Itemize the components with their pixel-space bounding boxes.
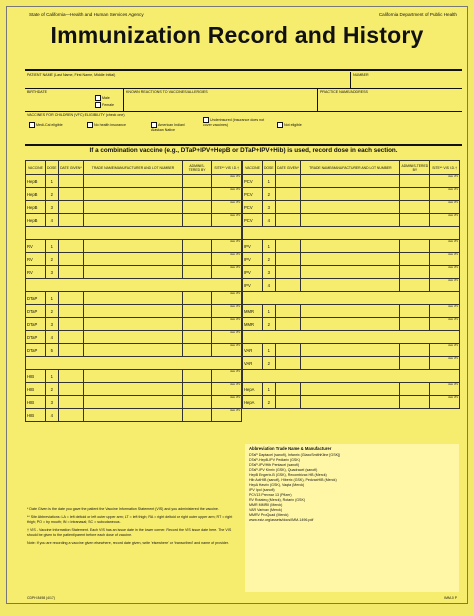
trade-name-cell[interactable] xyxy=(84,188,182,201)
site-vis-cell[interactable]: date VIS xyxy=(430,383,460,396)
trade-name-cell[interactable] xyxy=(301,188,400,201)
date-given-cell[interactable] xyxy=(58,331,84,344)
group-gap xyxy=(26,279,242,292)
administered-by-cell[interactable] xyxy=(182,318,212,331)
vaccine-name: PCV xyxy=(243,188,263,201)
abbreviation-box xyxy=(245,444,459,592)
trade-name-cell[interactable] xyxy=(84,396,182,409)
trade-name-cell[interactable] xyxy=(301,240,400,253)
practice-cell[interactable] xyxy=(317,89,464,111)
administered-by-cell[interactable] xyxy=(182,292,212,305)
administered-by-cell[interactable] xyxy=(182,396,212,409)
administered-by-cell[interactable] xyxy=(182,253,212,266)
birthdate-label: BIRTHDATE xyxy=(27,90,48,94)
column-header-vaccine: VACCINE xyxy=(26,161,46,175)
site-vis-cell[interactable]: date VIS xyxy=(430,344,460,357)
date-given-cell[interactable] xyxy=(58,175,84,188)
site-vis-cell[interactable]: date VIS xyxy=(430,214,460,227)
site-vis-cell[interactable]: date VIS xyxy=(212,188,242,201)
date-given-cell[interactable] xyxy=(58,305,84,318)
dose-number: 1 xyxy=(262,344,275,357)
patient-name-label: PATIENT NAME (Last Name, First Name, Middle Initial) xyxy=(27,73,116,77)
agency-header xyxy=(7,7,467,17)
dose-number: 4 xyxy=(45,214,58,227)
vfc-option-not-eligible[interactable]: Not eligible xyxy=(277,122,317,128)
site-vis-cell[interactable]: date VIS xyxy=(430,175,460,188)
abbreviation-item: IPV Ipol (sanofi) xyxy=(249,488,275,492)
date-given-cell[interactable] xyxy=(275,383,301,396)
column-header-admin: ADMINIS-TERED BY xyxy=(182,161,212,175)
vaccine-name: VAR xyxy=(243,344,263,357)
column-header-trade: TRADE NAME/MANUFACTURER AND LOT NUMBER xyxy=(301,161,400,175)
abbreviation-item: HepB Engerix-B (GSK), Recombivax HB (Merck) xyxy=(249,473,327,477)
dose-number: 3 xyxy=(45,266,58,279)
vaccine-name: VAR xyxy=(243,357,263,370)
dose-number: 3 xyxy=(45,318,58,331)
dose-number: 1 xyxy=(45,292,58,305)
vaccine-name: HepB xyxy=(26,175,46,188)
vaccine-name: IPV xyxy=(243,240,263,253)
administered-by-cell[interactable] xyxy=(182,175,212,188)
trade-name-cell[interactable] xyxy=(84,175,182,188)
column-header-site: SITE** VIS I.D.† xyxy=(430,161,460,175)
dose-number: 2 xyxy=(45,383,58,396)
immunization-form xyxy=(6,6,468,604)
patient-name-row xyxy=(25,72,462,89)
dose-number: 4 xyxy=(45,409,58,422)
trade-name-cell[interactable] xyxy=(84,305,182,318)
column-header-dose: DOSE xyxy=(262,161,275,175)
site-vis-cell[interactable]: date VIS xyxy=(430,279,460,292)
dose-number: 1 xyxy=(262,175,275,188)
abbreviation-item: DTaP-IPV/Hib Pentacel (sanofi) xyxy=(249,463,300,467)
dose-number: 1 xyxy=(45,240,58,253)
dose-number: 3 xyxy=(262,266,275,279)
date-given-cell[interactable] xyxy=(275,266,301,279)
date-given-cell[interactable] xyxy=(275,188,301,201)
vaccine-name: MMR xyxy=(243,305,263,318)
abbreviation-item: DTaP Daptacel (sanofi), Infanrix (GlaxoSmithKline [GSK]) xyxy=(249,453,341,457)
vaccine-name: HepA xyxy=(243,396,263,409)
vfc-option-native[interactable]: American Indian/ Alaskan Native xyxy=(151,122,185,132)
trade-name-cell[interactable] xyxy=(301,175,400,188)
dose-number: 2 xyxy=(45,253,58,266)
group-gap xyxy=(26,357,242,370)
abbreviation-item: VAR Varivax (Merck) xyxy=(249,508,283,512)
date-given-cell[interactable] xyxy=(58,396,84,409)
date-given-cell[interactable] xyxy=(275,318,301,331)
column-header-admin: ADMINIS-TERED BY xyxy=(400,161,430,175)
administered-by-cell[interactable] xyxy=(400,305,430,318)
administered-by-cell[interactable] xyxy=(182,409,212,422)
trade-name-cell[interactable] xyxy=(301,305,400,318)
date-given-cell[interactable] xyxy=(275,201,301,214)
administered-by-cell[interactable] xyxy=(400,214,430,227)
trade-name-cell[interactable] xyxy=(84,253,182,266)
gap-cell xyxy=(26,357,242,370)
trade-name-cell[interactable] xyxy=(84,214,182,227)
vaccine-name: RV xyxy=(26,253,46,266)
table-row xyxy=(26,370,242,383)
date-given-cell[interactable] xyxy=(275,240,301,253)
table-row xyxy=(243,188,460,201)
site-vis-cell[interactable]: date VIS xyxy=(212,175,242,188)
site-vis-cell[interactable]: date VIS xyxy=(430,266,460,279)
abbreviation-list xyxy=(249,453,455,523)
dose-number: 2 xyxy=(262,318,275,331)
vaccine-name: HepA xyxy=(243,383,263,396)
table-header-row xyxy=(26,161,242,175)
number-label: NUMBER xyxy=(353,73,369,77)
table-row xyxy=(243,318,460,331)
site-vis-cell[interactable]: date VIS xyxy=(430,305,460,318)
vfc-option-no-insurance[interactable]: No health insurance xyxy=(87,122,137,128)
site-vis-cell[interactable]: date VIS xyxy=(212,201,242,214)
date-given-cell[interactable] xyxy=(58,253,84,266)
date-given-cell[interactable] xyxy=(275,357,301,370)
table-row xyxy=(243,266,460,279)
administered-by-cell[interactable] xyxy=(182,370,212,383)
right-vaccine-table xyxy=(242,160,460,409)
date-given-cell[interactable] xyxy=(58,370,84,383)
form-title: Immunization Record and History xyxy=(50,22,424,48)
trade-name-cell[interactable] xyxy=(301,357,400,370)
table-row xyxy=(26,344,242,357)
vfc-checkbox[interactable] xyxy=(277,122,283,128)
vaccine-name: RV xyxy=(26,266,46,279)
table-row xyxy=(26,214,242,227)
table-row xyxy=(26,292,242,305)
trade-name-cell[interactable] xyxy=(84,292,182,305)
table-row xyxy=(243,305,460,318)
date-given-cell[interactable] xyxy=(58,383,84,396)
trade-name-cell[interactable] xyxy=(84,318,182,331)
trade-name-cell[interactable] xyxy=(301,318,400,331)
title-divider xyxy=(25,69,462,71)
site-vis-cell[interactable]: date VIS xyxy=(212,370,242,383)
dose-number: 2 xyxy=(262,253,275,266)
trade-name-cell[interactable] xyxy=(84,344,182,357)
table-row xyxy=(26,305,242,318)
site-vis-cell[interactable]: date VIS xyxy=(212,292,242,305)
column-header-site: SITE** VIS I.D.† xyxy=(212,161,242,175)
dose-number: 4 xyxy=(45,331,58,344)
administered-by-cell[interactable] xyxy=(400,188,430,201)
abbreviation-title: Abbreviation Trade Name & Manufacturer xyxy=(249,446,332,451)
vaccine-name: DTaP xyxy=(26,344,46,357)
table-row xyxy=(26,253,242,266)
administered-by-cell[interactable] xyxy=(182,240,212,253)
trade-name-cell[interactable] xyxy=(301,396,400,409)
table-row xyxy=(243,383,460,396)
table-row xyxy=(243,240,460,253)
table-row xyxy=(26,318,242,331)
abbreviation-item: RV Rotateq (Merck), Rotarix (GSK) xyxy=(249,498,306,502)
administered-by-cell[interactable] xyxy=(182,214,212,227)
dose-number: 1 xyxy=(262,305,275,318)
vaccine-name: IPV xyxy=(243,266,263,279)
dose-number: 1 xyxy=(262,240,275,253)
table-row xyxy=(243,344,460,357)
dose-number: 4 xyxy=(262,279,275,292)
table-row xyxy=(243,357,460,370)
trade-name-cell[interactable] xyxy=(84,383,182,396)
date-given-cell[interactable] xyxy=(58,266,84,279)
trade-name-cell[interactable] xyxy=(84,370,182,383)
abbreviation-item: DTaP-HepB-IPV Pediarix (GSK) xyxy=(249,458,300,462)
vaccine-name: HIB xyxy=(26,396,46,409)
abbreviation-item: HepA Havrix (GSK), Vaqta (Merck) xyxy=(249,483,305,487)
trade-name-cell[interactable] xyxy=(301,253,400,266)
site-vis-cell[interactable]: date VIS xyxy=(430,188,460,201)
vaccine-name: DTaP xyxy=(26,318,46,331)
page-footer xyxy=(27,596,457,600)
site-vis-cell[interactable]: date VIS xyxy=(212,240,242,253)
vaccine-name: PCV xyxy=(243,214,263,227)
form-code: IMM-0 P xyxy=(444,596,457,600)
vaccine-name: DTaP xyxy=(26,305,46,318)
number-cell xyxy=(350,72,464,88)
vaccine-name: HIB xyxy=(26,383,46,396)
administered-by-cell[interactable] xyxy=(400,396,430,409)
vaccine-name: HepB xyxy=(26,214,46,227)
column-header-trade: TRADE NAME/MANUFACTURER AND LOT NUMBER xyxy=(84,161,182,175)
date-given-cell[interactable] xyxy=(275,214,301,227)
dose-number: 1 xyxy=(262,383,275,396)
dose-number: 2 xyxy=(45,305,58,318)
vfc-divider xyxy=(25,144,462,146)
group-gap xyxy=(26,227,242,240)
group-gap xyxy=(243,292,460,305)
vfc-row xyxy=(25,112,462,140)
administered-by-cell[interactable] xyxy=(182,344,212,357)
date-given-cell[interactable] xyxy=(58,318,84,331)
footnote: * Date Given is the date you gave the patient the Vaccine Information Statement (VIS) and you administered the vaccine. xyxy=(27,507,219,511)
site-vis-cell[interactable]: date VIS xyxy=(212,253,242,266)
table-row xyxy=(243,279,460,292)
trade-name-cell[interactable] xyxy=(84,266,182,279)
site-vis-cell[interactable]: date VIS xyxy=(212,396,242,409)
column-header-date: DATE GIVEN* xyxy=(275,161,301,175)
abbreviation-item: Hib ActHIB (sanofi), Hiberix (GSK), PedvaxHIB (Merck) xyxy=(249,478,337,482)
table-row xyxy=(26,201,242,214)
abbreviation-item: DTaP-IPV Kinrix (GSK), Quadracel (sanofi) xyxy=(249,468,318,472)
trade-name-cell[interactable] xyxy=(301,214,400,227)
agency-left: State of California—Health and Human Services Agency xyxy=(29,12,144,17)
site-vis-cell[interactable]: date VIS xyxy=(430,357,460,370)
administered-by-cell[interactable] xyxy=(400,383,430,396)
administered-by-cell[interactable] xyxy=(182,201,212,214)
vaccine-name: HepB xyxy=(26,201,46,214)
date-given-cell[interactable] xyxy=(58,188,84,201)
table-row xyxy=(26,383,242,396)
table-row xyxy=(26,409,242,422)
table-row xyxy=(243,175,460,188)
table-row xyxy=(243,214,460,227)
dose-number: 1 xyxy=(45,175,58,188)
gap-cell xyxy=(26,227,242,240)
site-vis-cell[interactable]: date VIS xyxy=(212,344,242,357)
number-input[interactable] xyxy=(353,77,466,87)
group-gap xyxy=(243,331,460,344)
vaccine-name: DTaP xyxy=(26,331,46,344)
date-given-cell[interactable] xyxy=(275,279,301,292)
date-given-cell[interactable] xyxy=(275,175,301,188)
date-given-cell[interactable] xyxy=(275,253,301,266)
vaccine-name: MMR xyxy=(243,318,263,331)
date-given-cell[interactable] xyxy=(275,344,301,357)
table-row xyxy=(26,266,242,279)
site-vis-cell[interactable]: date VIS xyxy=(212,214,242,227)
administered-by-cell[interactable] xyxy=(182,331,212,344)
table-row xyxy=(26,331,242,344)
administered-by-cell[interactable] xyxy=(400,175,430,188)
administered-by-cell[interactable] xyxy=(400,279,430,292)
dose-number: 3 xyxy=(262,201,275,214)
trade-name-cell[interactable] xyxy=(84,409,182,422)
table-row xyxy=(243,396,460,409)
vaccine-name: IPV xyxy=(243,253,263,266)
table-row xyxy=(26,188,242,201)
abbreviation-item: MMRV ProQuad (Merck) xyxy=(249,513,289,517)
dose-number: 4 xyxy=(262,214,275,227)
combination-note: If a combination vaccine (e.g., DTaP+IPV+HepB or DTaP+IPV+Hib) is used, record dose in each section. xyxy=(89,147,398,154)
vaccine-name: HIB xyxy=(26,370,46,383)
vfc-checkbox[interactable] xyxy=(87,122,93,128)
male-checkbox[interactable] xyxy=(95,95,101,101)
female-checkbox[interactable] xyxy=(95,102,101,108)
administered-by-cell[interactable] xyxy=(182,188,212,201)
gap-cell xyxy=(243,227,460,240)
date-given-cell[interactable] xyxy=(58,409,84,422)
site-vis-cell[interactable]: date VIS xyxy=(430,318,460,331)
abbreviation-item: www.eziz.org/assets/docs/IMM-1496.pdf xyxy=(249,518,314,522)
male-option[interactable]: Male xyxy=(95,95,110,101)
dose-number: 2 xyxy=(45,188,58,201)
column-header-vaccine: VACCINE xyxy=(243,161,263,175)
administered-by-cell[interactable] xyxy=(400,253,430,266)
left-vaccine-table xyxy=(25,160,242,422)
dose-number: 3 xyxy=(45,201,58,214)
birthdate-row xyxy=(25,89,462,112)
form-number: CDPH 8498 (4/17) xyxy=(27,596,55,600)
trade-name-cell[interactable] xyxy=(301,344,400,357)
trade-name-cell[interactable] xyxy=(301,383,400,396)
administered-by-cell[interactable] xyxy=(400,266,430,279)
site-vis-cell[interactable]: date VIS xyxy=(212,409,242,422)
vaccine-name: HepB xyxy=(26,188,46,201)
date-given-cell[interactable] xyxy=(58,214,84,227)
vaccine-name: DTaP xyxy=(26,292,46,305)
vaccine-name: IPV xyxy=(243,279,263,292)
vaccine-name: HIB xyxy=(26,409,46,422)
site-vis-cell[interactable]: date VIS xyxy=(212,305,242,318)
site-vis-cell[interactable]: date VIS xyxy=(430,253,460,266)
trade-name-cell[interactable] xyxy=(301,279,400,292)
group-gap xyxy=(243,370,460,383)
column-header-dose: DOSE xyxy=(45,161,58,175)
gap-cell xyxy=(243,331,460,344)
gap-cell xyxy=(26,279,242,292)
date-given-cell[interactable] xyxy=(58,344,84,357)
site-vis-cell[interactable]: date VIS xyxy=(212,383,242,396)
table-row xyxy=(26,396,242,409)
patient-name-input[interactable] xyxy=(27,78,351,89)
site-vis-cell[interactable]: date VIS xyxy=(430,396,460,409)
site-vis-cell[interactable]: date VIS xyxy=(430,240,460,253)
vaccine-name: PCV xyxy=(243,175,263,188)
administered-by-cell[interactable] xyxy=(400,357,430,370)
administered-by-cell[interactable] xyxy=(400,344,430,357)
administered-by-cell[interactable] xyxy=(182,305,212,318)
date-given-cell[interactable] xyxy=(275,305,301,318)
gap-cell xyxy=(243,370,460,383)
vaccine-name: RV xyxy=(26,240,46,253)
administered-by-cell[interactable] xyxy=(400,240,430,253)
site-vis-cell[interactable]: date VIS xyxy=(212,318,242,331)
dose-number: 5 xyxy=(45,344,58,357)
table-header-row xyxy=(243,161,460,175)
footnote: ** Site Abbreviations: LA = left deltoid or left outer upper arm; LT = left thigh; RA = right deltoid or right outer upper arm; RT = right thigh; PO = by mouth; IN = intranasal; SC = subcutaneous. xyxy=(27,515,233,524)
practice-label: PRACTICE NAME/ADDRESS xyxy=(320,90,368,94)
vfc-label: VACCINES FOR CHILDREN (VFC) ELIGIBILITY (check one) xyxy=(27,113,125,117)
site-vis-cell[interactable]: date VIS xyxy=(212,266,242,279)
vfc-option-underinsured[interactable]: Underinsured (insurance does not cover vaccines) xyxy=(203,117,265,127)
column-header-date: DATE GIVEN* xyxy=(58,161,84,175)
trade-name-cell[interactable] xyxy=(84,240,182,253)
dose-number: 1 xyxy=(45,370,58,383)
table-row xyxy=(243,253,460,266)
table-row xyxy=(243,201,460,214)
vfc-option-medical[interactable]: Medi-Cal eligible xyxy=(29,122,69,128)
female-option[interactable]: Female xyxy=(95,102,114,108)
date-given-cell[interactable] xyxy=(58,240,84,253)
reactions-cell[interactable] xyxy=(123,89,317,111)
vfc-checkbox[interactable] xyxy=(29,122,35,128)
site-vis-cell[interactable]: date VIS xyxy=(212,331,242,344)
footnote: † VIS - Vaccine Information Statement. Each VIS has an issue date in the lower corner. Record the VIS issue date here. The VIS should be given to the patient/parent before each dose of vaccine. xyxy=(27,528,232,537)
date-given-cell[interactable] xyxy=(275,396,301,409)
trade-name-cell[interactable] xyxy=(84,201,182,214)
dose-number: 2 xyxy=(262,396,275,409)
vaccine-name: PCV xyxy=(243,201,263,214)
administered-by-cell[interactable] xyxy=(400,201,430,214)
footnotes xyxy=(27,507,239,549)
reactions-label: KNOWN REACTIONS TO VACCINES/ALLERGIES xyxy=(126,90,208,94)
date-given-cell[interactable] xyxy=(58,292,84,305)
dose-number: 2 xyxy=(262,357,275,370)
table-row xyxy=(26,175,242,188)
trade-name-cell[interactable] xyxy=(301,266,400,279)
dose-number: 3 xyxy=(45,396,58,409)
site-vis-cell[interactable]: date VIS xyxy=(430,201,460,214)
dose-number: 2 xyxy=(262,188,275,201)
group-gap xyxy=(243,227,460,240)
footnote: Note: If you are recording a vaccine given elsewhere, record date given, write 'elsewhere' or 'transcribed' and name of provider. xyxy=(27,541,229,545)
gap-cell xyxy=(243,292,460,305)
abbreviation-item: PCV13 Prevnar 13 (Pfizer) xyxy=(249,493,292,497)
table-row xyxy=(26,240,242,253)
administered-by-cell[interactable] xyxy=(400,318,430,331)
trade-name-cell[interactable] xyxy=(301,201,400,214)
date-given-cell[interactable] xyxy=(58,201,84,214)
administered-by-cell[interactable] xyxy=(182,266,212,279)
administered-by-cell[interactable] xyxy=(182,383,212,396)
trade-name-cell[interactable] xyxy=(84,331,182,344)
abbreviation-item: MMR MMRII (Merck) xyxy=(249,503,283,507)
agency-right: California Department of Public Health xyxy=(378,12,457,17)
